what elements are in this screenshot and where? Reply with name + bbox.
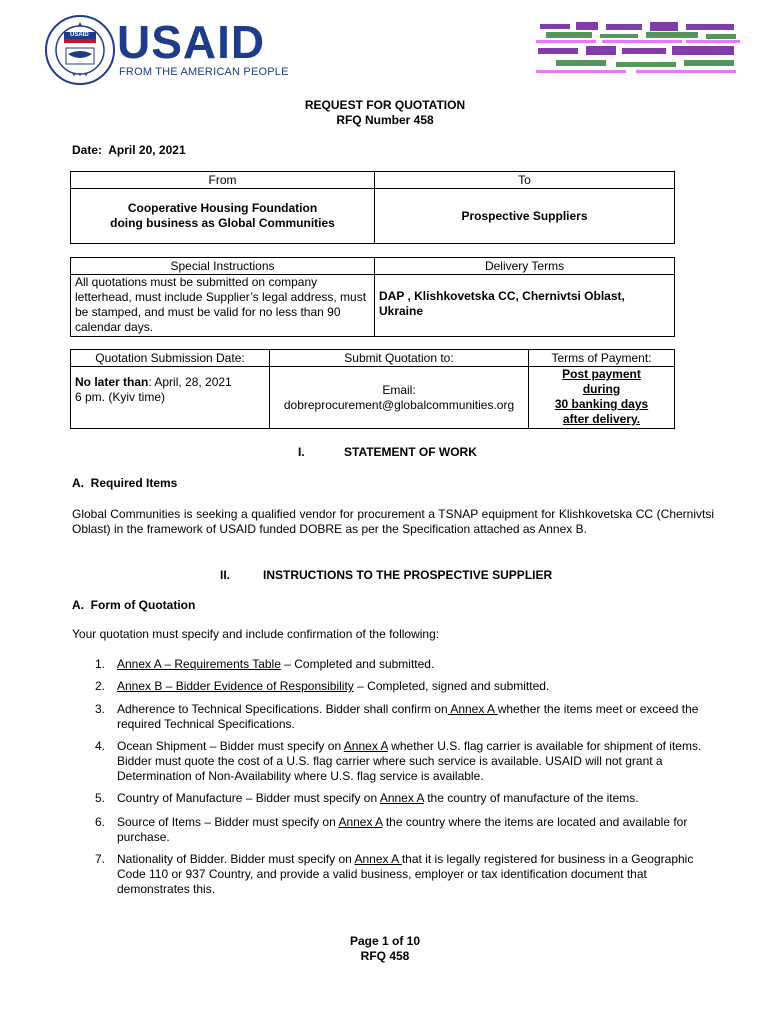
form-of-quotation-heading: A. Form of Quotation (72, 598, 196, 612)
usaid-wordmark: USAID (117, 16, 266, 68)
list-item: 4. Ocean Shipment – Bidder must specify on Annex A whether U.S. flag carrier is available for shipment of items. Bidder must quote the cost of a U.S. flag carrier where such service is available. USAID will not grant a Determination of Non-Availability where U.S. flag service is available. (95, 739, 702, 783)
submit-email: Email: dobreprocurement@globalcommunities.org (270, 367, 529, 429)
annex-a-link[interactable]: Annex A (379, 791, 424, 805)
list-item: 6. Source of Items – Bidder must specify on Annex A the country where the items are located and available for purchase. (95, 815, 688, 844)
footer-rfq: RFQ 458 (360, 949, 410, 963)
usaid-tagline: FROM THE AMERICAN PEOPLE (119, 66, 289, 78)
delivery-terms-header: Delivery Terms (375, 258, 675, 275)
list-item: 3. Adherence to Technical Specifications. Bidder shall confirm on Annex A whether the items meet or exceed the required Technical Specifications. (95, 702, 699, 731)
submission-table (70, 349, 675, 429)
email-link[interactable]: dobreprocurement@globalcommunities.org (283, 398, 515, 412)
to-header: To (375, 172, 675, 189)
annex-a-link[interactable]: Annex A – Requirements Table (117, 657, 281, 671)
seal-label: USAID (70, 32, 89, 38)
payment-terms-header: Terms of Payment: (529, 350, 675, 367)
document-title: REQUEST FOR QUOTATION (304, 98, 466, 112)
quotation-intro: Your quotation must specify and include confirmation of the following: (72, 627, 440, 641)
annex-b-link[interactable]: Annex B – Bidder Evidence of Responsibility (117, 679, 354, 693)
section-1-title: STATEMENT OF WORK (344, 445, 477, 459)
annex-a-link[interactable]: Annex A (338, 815, 383, 829)
required-items-heading: A. Required Items (72, 476, 178, 490)
list-item: 5. Country of Manufacture – Bidder must specify on Annex A the country of manufacture of the items. (95, 791, 639, 805)
from-to-table (70, 171, 675, 244)
annex-a-link[interactable]: Annex A (343, 739, 388, 753)
submission-deadline: No later than: April, 28, 2021 6 pm. (Kyiv time) (71, 367, 270, 429)
section-2-numeral: II. (220, 568, 231, 582)
submission-date-header: Quotation Submission Date: (71, 350, 270, 367)
rfq-number: RFQ Number 458 (336, 113, 434, 127)
instructions-table (70, 257, 675, 337)
partner-logo (536, 18, 742, 80)
svg-text:★ ★ ★: ★ ★ ★ (71, 72, 89, 78)
to-value: Prospective Suppliers (375, 189, 675, 244)
list-item: 1. Annex A – Requirements Table – Completed and submitted. (95, 657, 435, 671)
section-2-title: INSTRUCTIONS TO THE PROSPECTIVE SUPPLIER (263, 568, 553, 582)
annex-a-link[interactable]: Annex A (447, 702, 498, 716)
annex-a-link[interactable]: Annex A (354, 852, 402, 866)
list-item: 7. Nationality of Bidder. Bidder must specify on Annex A that it is legally registered for business in a Geographic Code 110 or 937 Country, and provide a valid business, employer or tax identification document that demonstrates this. (95, 852, 694, 896)
statement-of-work-text: Global Communities is seeking a qualified vendor for procurement a TSNAP equipment for Klishkovetska CC (Chernivtsi Oblast) in the framework of USAID funded DOBRE as per the Specification attached as Annex B. (72, 507, 714, 536)
list-item: 2. Annex B – Bidder Evidence of Responsibility – Completed, signed and submitted. (95, 679, 550, 693)
special-instructions-text: All quotations must be submitted on company letterhead, must include Supplier’s legal address, must be stamped, and must be valid for no less than 90 calendar days. (71, 275, 375, 337)
from-header: From (71, 172, 375, 189)
delivery-terms-text: DAP , Klishkovetska CC, Chernivtsi Oblast, Ukraine (375, 275, 675, 337)
submit-to-header: Submit Quotation to: (270, 350, 529, 367)
page-number: Page 1 of 10 (349, 934, 421, 948)
from-value: Cooperative Housing Foundation doing business as Global Communities (71, 189, 375, 244)
section-1-numeral: I. (298, 445, 305, 459)
special-instructions-header: Special Instructions (71, 258, 375, 275)
payment-terms: Post payment during 30 banking days after delivery. (529, 367, 675, 429)
usaid-seal (44, 14, 116, 86)
document-date: Date: April 20, 2021 (72, 143, 186, 157)
